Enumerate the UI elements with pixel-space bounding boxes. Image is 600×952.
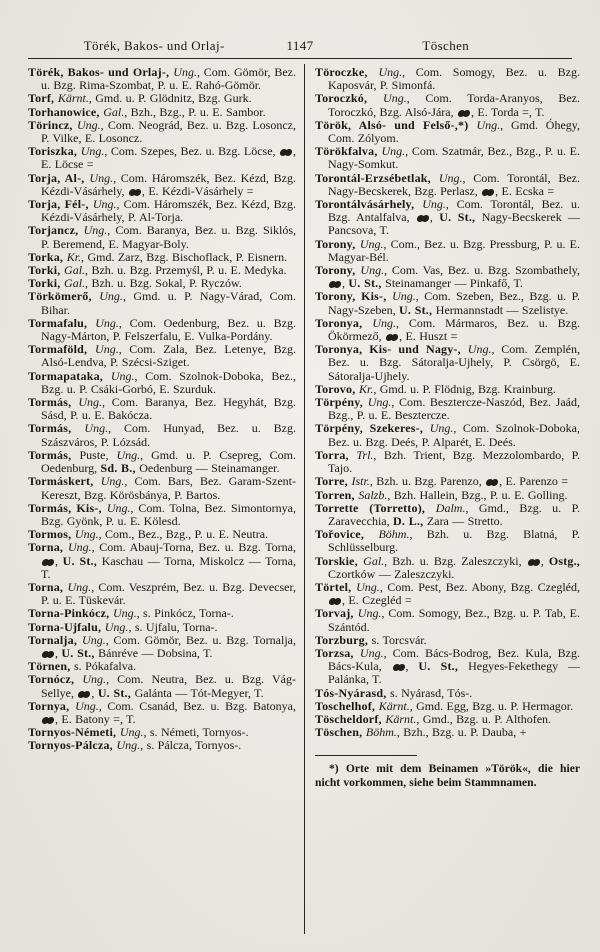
- entry-headword: Torna-Pinkócz,: [28, 606, 113, 621]
- region-abbrev: Ung.: [476, 117, 501, 132]
- entry-text: , Bzh. u. Bzg. Parenzo,: [369, 474, 486, 489]
- entry-text: , Com. Bács-Bodrog, Bez. Kula, Bzg. Bács-Kula,: [328, 645, 580, 674]
- entry-text: , Com. Háromszék, Bez. Kézd, Bzg. Kézdi-Vásárhely,: [41, 170, 296, 198]
- gazetteer-entry: [315, 317, 580, 343]
- telegraph-icon: [42, 651, 54, 658]
- entry-text: , Com. Torontál, Bez. Nagy-Becskerek, Bzg. Perlasz,: [328, 170, 581, 198]
- left-column: [28, 64, 304, 753]
- entry-text: ,: [55, 645, 62, 660]
- gazetteer-entry: [28, 673, 296, 699]
- region-abbrev: Ung.: [84, 421, 109, 436]
- entry-headword: Torja, Fél-,: [28, 197, 93, 212]
- entry-text: , Gmd. u. P. Flödnig, Bzg. Krainburg.: [373, 381, 556, 396]
- region-abbrev: Ung.: [357, 606, 382, 621]
- entry-headword: Torontál-Erzsébetlak,: [315, 170, 439, 185]
- region-abbrev: Ung.: [92, 197, 117, 212]
- region-abbrev: Ung.: [438, 170, 463, 185]
- entry-text: , Bzh. Trient, Bzg. Mezzolombardo, P. Tajo.: [328, 447, 580, 476]
- gazetteer-entry: [28, 224, 296, 250]
- entry-text: Bánréve — Dobsina, T.: [98, 645, 213, 660]
- region-abbrev: Ung.: [116, 738, 141, 753]
- region-abbrev: Ung.: [359, 645, 384, 660]
- gazetteer-entry: [315, 502, 580, 528]
- entry-headword: Torhanowice,: [28, 104, 104, 119]
- entry-headword: Torki,: [28, 263, 65, 278]
- entry-text: , E. Parenzo =: [499, 474, 569, 489]
- running-head: [30, 38, 570, 54]
- page-number: 1147: [286, 38, 314, 53]
- entry-text: , Com. Neográd, Bez. u. Bzg. Losoncz, P. Vilke, E. Losoncz.: [41, 117, 296, 146]
- gazetteer-entry: [28, 502, 296, 528]
- entry-text: , Com., Bez. u. Bzg. Pressburg, P. u. E. Magyar-Bél.: [328, 236, 580, 264]
- entry-text: ,: [342, 276, 349, 291]
- entry-text: , s. Ujfalu, Torna-.: [128, 619, 218, 634]
- region-abbrev: Ung.: [99, 289, 123, 304]
- entry-text: , Bzh. u. Bzg. Blatná, P. Schlüsselburg.: [328, 527, 581, 555]
- entry-headword: Torka,: [28, 249, 67, 264]
- region-abbrev: Ung.: [360, 263, 385, 278]
- entry-headword: Toriszka,: [28, 144, 81, 159]
- entry-text: , Com. Bars, Bez. Garam-Szent-Kereszt, Bzg. Körösbánya, P. Bartos.: [41, 474, 296, 502]
- entry-text: , Gmd. Egg, Bzg. u. P. Hermagor.: [409, 698, 574, 713]
- entry-headword: Toronya,: [315, 315, 373, 330]
- entry-headword: Torovo,: [315, 381, 360, 396]
- entry-text: ,: [429, 210, 440, 225]
- telegraph-icon: [42, 559, 54, 566]
- gazetteer-entry: [315, 396, 580, 422]
- two-column-body: [28, 64, 580, 934]
- gazetteer-entry: [28, 739, 296, 752]
- region-abbrev: Ung.: [383, 91, 407, 106]
- gazetteer-entry: [28, 475, 296, 501]
- entry-headword: Torja, Al-,: [28, 170, 90, 185]
- entry-headword: Tormapataka,: [28, 368, 111, 383]
- gazetteer-entry: [315, 290, 580, 316]
- telegraph-icon: [393, 664, 405, 671]
- entry-headword: Torzsa,: [315, 645, 360, 660]
- telegraph-icon: [78, 691, 90, 698]
- telegraph-icon: [280, 149, 292, 156]
- entry-text: , Com., Bez., Bzg., P. u. E. Neutra.: [98, 527, 269, 542]
- entry-text: , s. Németi, Tornyos-.: [143, 725, 249, 740]
- gazetteer-entry: [28, 343, 296, 369]
- entry-text: , Com. Pest, Bez. Abony, Bzg. Czegléd,: [379, 579, 580, 594]
- region-abbrev: Gal.: [363, 553, 385, 568]
- region-abbrev: Gal.: [103, 104, 125, 119]
- entry-text: Czortków — Zaleszczyki.: [328, 566, 455, 581]
- gazetteer-entry: [315, 528, 580, 554]
- gazetteer-entry: [315, 422, 580, 448]
- entry-text: , E. Ecska =: [495, 183, 555, 198]
- entry-headword: Torony, Kis-,: [315, 289, 393, 304]
- region-abbrev: Böhm.: [378, 527, 410, 542]
- region-abbrev: Kr.: [359, 381, 374, 396]
- running-head-right: Töschen: [422, 38, 470, 53]
- gazetteer-entry: [28, 396, 296, 422]
- region-abbrev: Ung.: [112, 606, 137, 621]
- entry-text: , Bzh. Hallein, Bzg., P. u. E. Golling.: [387, 487, 568, 502]
- region-abbrev: Ung.: [356, 579, 380, 594]
- bold-abbrev: Ostg.,: [548, 553, 581, 568]
- region-abbrev: Ung.: [110, 368, 135, 383]
- region-abbrev: Ung.: [372, 315, 397, 330]
- running-head-left: Törék, Bakos- und Orlaj-: [83, 38, 225, 53]
- entry-text: , Com. Szolnok-Doboka, Bez., Bzg. u. P. Csáki-Gorbó, E. Szurduk.: [41, 368, 296, 396]
- entry-text: s. Torcsvár.: [371, 632, 427, 647]
- region-abbrev: Ung.: [429, 421, 454, 436]
- entry-text: , Com. Besztercze-Naszód, Bez. Jaád, Bzg., P. u. E. Besztercze.: [328, 395, 580, 423]
- entry-headword: Tornyos-Németi,: [28, 725, 120, 740]
- gazetteer-entry: [28, 198, 296, 224]
- telegraph-icon: [486, 479, 498, 486]
- region-abbrev: Salzb.: [358, 487, 388, 502]
- bold-abbrev: U. St.,: [399, 302, 436, 317]
- entry-headword: Törincz,: [28, 117, 77, 132]
- entry-headword: Törkömerő,: [28, 289, 100, 304]
- region-abbrev: Ung.: [80, 144, 105, 159]
- gazetteer-entry: [28, 581, 296, 607]
- region-abbrev: Ung.: [89, 170, 114, 185]
- entry-headword: Tornya,: [28, 698, 76, 713]
- entry-text: Steinamanger — Pinkafő, T.: [385, 276, 523, 291]
- entry-headword: Tormás, Kis-,: [28, 500, 107, 515]
- entry-headword: Tormafalu,: [28, 315, 96, 330]
- region-abbrev: Kärnt.: [57, 91, 89, 106]
- entry-text: , Com. Zala, Bez. Letenye, Bzg. Alsó-Lendva, P. Szécsi-Sziget.: [41, 342, 296, 370]
- bold-abbrev: U. St.,: [348, 276, 386, 291]
- entry-headword: Tormáskert,: [28, 474, 101, 489]
- header-rule: [28, 58, 572, 59]
- gazetteer-entry: [315, 66, 580, 92]
- gazetteer-entry: [315, 343, 580, 383]
- entry-text: Hermannstadt — Szelistye.: [435, 302, 569, 317]
- footnote: *) Orte mit dem Beinamen »Török«, die hier nicht vorkommen, siehe beim Stammnamen.: [315, 762, 580, 789]
- entry-headword: Törpény, Szekeres-,: [315, 421, 430, 436]
- entry-headword: Torki,: [28, 276, 65, 291]
- gazetteer-entry: [315, 647, 580, 687]
- right-column: [304, 64, 580, 934]
- telegraph-icon: [482, 189, 494, 196]
- entry-text: Oedenburg — Steinamanger.: [139, 461, 280, 476]
- region-abbrev: Ung.: [381, 144, 406, 159]
- gazetteer-entry: [315, 555, 580, 581]
- entry-text: , E. Kézdi-Vásárhely =: [141, 183, 254, 198]
- region-abbrev: Ung.: [359, 236, 384, 251]
- entry-text: , Com. Szolnok-Doboka, Bez. u. Bzg. Deés, P. Alparét, E. Deés.: [328, 421, 580, 449]
- entry-text: , Bzh. u. Bzg. Sokal, P. Ryczów.: [85, 276, 242, 291]
- entry-text: , Gmd. u. P. Glödnitz, Bzg. Gurk.: [88, 91, 252, 106]
- entry-text: , Com. Gömör, Bez. u. Bzg. Rima-Szombat, P. u. E. Rahó-Gömör.: [41, 65, 297, 93]
- region-abbrev: Trl.: [356, 447, 374, 462]
- region-abbrev: Ung.: [422, 197, 446, 212]
- entry-text: , Com. Háromszék, Bez. Kézd, Bzg. Kézdi-Vásárhely, P. Al-Torja.: [41, 197, 296, 225]
- entry-headword: Töroczke,: [315, 65, 379, 79]
- region-abbrev: Ung.: [83, 223, 108, 238]
- entry-text: , Gmd. u. P. Nagy-Várad, Com. Bihar.: [41, 289, 296, 317]
- entry-text: ,: [91, 685, 98, 700]
- region-abbrev: Istr.: [351, 474, 370, 489]
- telegraph-icon: [129, 189, 141, 196]
- entry-text: , Gmd. Zarz, Bzg. Bischoflack, P. Eisnern.: [81, 249, 288, 264]
- entry-headword: Torna,: [28, 579, 68, 594]
- entry-headword: Torrette (Torretto),: [315, 500, 436, 515]
- entry-text: , Com. Vas, Bez. u. Bzg. Szombathely,: [384, 263, 581, 278]
- region-abbrev: Ung.: [119, 725, 144, 740]
- region-abbrev: Kärnt.: [378, 698, 410, 713]
- entry-text: , Gmd. u. P. Csepreg, Com. Oedenburg,: [41, 447, 296, 476]
- gazetteer-entry: [28, 66, 296, 92]
- region-abbrev: Böhm.: [365, 725, 397, 740]
- entry-text: , Com. Szepes, Bez. u. Bzg. Löcse,: [104, 144, 279, 159]
- gazetteer-entry: [28, 370, 296, 396]
- entry-text: , Com. Somogy, Bez., Bzg. u. P. Tab, E. Szántód.: [328, 606, 580, 634]
- telegraph-icon: [42, 717, 54, 724]
- telegraph-icon: [386, 334, 398, 341]
- entry-text: Puste,: [79, 447, 117, 462]
- bold-abbrev: Sd. B.,: [100, 461, 140, 476]
- entry-headword: Törnen,: [28, 659, 75, 674]
- entry-text: Galánta — Tót-Megyer, T.: [134, 685, 264, 700]
- entry-text: , Bzh. u. Bzg. Przemyśl, P. u. E. Medyka.: [85, 263, 287, 278]
- entry-text: , Com. Tolna, Bez. Simontornya, Bzg. Gyönk, P. u. E. Kölesd.: [41, 500, 296, 528]
- entry-text: Hegyes-Fekethegy — Palánka, T.: [328, 659, 580, 687]
- entry-headword: Torna,: [28, 540, 68, 555]
- gazetteer-entry: [315, 726, 580, 739]
- entry-text: , Com. Hunyad, Bez. u. Bzg. Szászváros, P. Lózsád.: [41, 421, 296, 449]
- gazetteer-entry: [28, 634, 296, 660]
- gazetteer-entry: [28, 449, 296, 475]
- entry-text: , Com. Baranya, Bez. u. Bzg. Siklós, P. Beremend, E. Magyar-Boly.: [41, 223, 297, 251]
- region-abbrev: Ung.: [82, 632, 106, 647]
- entry-text: , Com. Csanád, Bez. u. Bzg. Batonya,: [98, 698, 297, 713]
- region-abbrev: Ung.: [76, 117, 101, 132]
- gazetteer-entry: [315, 119, 580, 145]
- entry-headword: Torna-Ujfalu,: [28, 619, 105, 634]
- entry-text: , Com. Torontál, Bez. u. Bzg. Antalfalva,: [328, 197, 580, 225]
- entry-text: , Com. Zemplén, Bez. u. Bzg. Sátoralja-Ujhely, P. Csörgö, E. Sátoralja-Ujhely.: [328, 342, 580, 383]
- bold-abbrev: U. St.,: [418, 659, 469, 674]
- gazetteer-entry: [28, 422, 296, 448]
- telegraph-icon: [329, 598, 341, 605]
- region-abbrev: Ung.: [95, 315, 119, 330]
- region-abbrev: Ung.: [106, 500, 131, 515]
- entry-text: ,: [405, 659, 419, 674]
- entry-text: , Bzh. u. Bzg. Zaleszczyki,: [384, 553, 527, 568]
- region-abbrev: Gal.: [64, 263, 86, 278]
- entry-text: , E. Torda =, T.: [471, 104, 545, 119]
- region-abbrev: Ung.: [367, 395, 392, 410]
- footnote-rule: [315, 755, 417, 756]
- entry-headword: Toroczkó,: [315, 91, 384, 106]
- gazetteer-entry: [315, 264, 580, 290]
- entry-text: , Com. Baranya, Bez. Hegyhát, Bzg. Sásd, P. u. E. Bakócza.: [41, 395, 296, 423]
- gazetteer-entry: [315, 449, 580, 475]
- region-abbrev: Ung.: [104, 619, 129, 634]
- gazetteer-entry: [315, 145, 580, 171]
- entry-headword: Tornyos-Pálcza,: [28, 738, 117, 753]
- gazetteer-entry: [28, 145, 296, 171]
- entry-text: , E. Löcse =: [41, 144, 296, 172]
- entry-headword: Torvaj,: [315, 606, 358, 621]
- entry-text: , Com. Torda-Aranyos, Bez. Toroczkó, Bzg. Alsó-Jára,: [328, 91, 580, 119]
- telegraph-icon: [417, 215, 429, 222]
- entry-headword: Torony,: [315, 263, 361, 278]
- entry-headword: Törék, Bakos- und Orlaj-,: [28, 65, 174, 79]
- entry-text: s. Nyárasd, Tós-.: [390, 685, 473, 700]
- region-abbrev: Dalm.: [435, 500, 466, 515]
- region-abbrev: Ung.: [67, 579, 92, 594]
- gazetteer-entry: [315, 172, 580, 198]
- gazetteer-entry: [28, 172, 296, 198]
- gazetteer-entry: [315, 198, 580, 238]
- telegraph-icon: [528, 559, 540, 566]
- region-abbrev: Ung.: [467, 342, 492, 357]
- entry-headword: Töscheldorf,: [315, 711, 386, 726]
- entry-text: Nagy-Becskerek — Pancsova, T.: [328, 210, 580, 238]
- entry-text: , Gmd., Bzg. u. P. Althofen.: [416, 711, 552, 726]
- entry-headword: Torre,: [315, 474, 352, 489]
- region-abbrev: Ung.: [378, 65, 403, 79]
- entry-headword: Torony,: [315, 236, 360, 251]
- entry-headword: Tormaföld,: [28, 342, 96, 357]
- region-abbrev: Ung.: [82, 672, 107, 687]
- region-abbrev: Kärnt.: [385, 711, 417, 726]
- entry-headword: Török, Alsó- und Felső-,*): [315, 117, 477, 132]
- gazetteer-entry: [315, 607, 580, 633]
- entry-text: , s. Pálcza, Tornyos-.: [140, 738, 242, 753]
- entry-text: , E. Batony =, T.: [55, 711, 136, 726]
- entry-text: , E. Czegléd =: [342, 593, 412, 608]
- entry-headword: Torjancz,: [28, 223, 84, 238]
- entry-text: , Bzh., Bzg., P. u. E. Sambor.: [124, 104, 266, 119]
- entry-headword: Tormás,: [28, 395, 79, 410]
- gazetteer-entry: [28, 119, 296, 145]
- region-abbrev: Ung.: [95, 342, 119, 357]
- entry-text: , Com. Gömör, Bez. u. Bzg. Tornalja,: [105, 632, 296, 647]
- gazetteer-entry: [28, 541, 296, 581]
- entry-text: , Com. Somogy, Bez. u. Bzg. Kaposvár, P. Simonfá.: [328, 65, 580, 93]
- entry-headword: Torontálvásárhely,: [315, 197, 423, 212]
- entry-text: ,: [55, 553, 63, 568]
- entry-headword: Tós-Nyárasd,: [315, 685, 391, 700]
- entry-headword: Tormás,: [28, 421, 85, 436]
- entry-text: , Com. Mármaros, Bez. u. Bzg. Ökörmező,: [328, 315, 580, 344]
- entry-headword: Töschen,: [315, 725, 366, 740]
- gazetteer-entry: [28, 700, 296, 726]
- entry-text: , Gmd. Óhegy, Com. Zólyom.: [328, 117, 580, 146]
- telegraph-icon: [329, 281, 341, 288]
- region-abbrev: Ung.: [392, 289, 416, 304]
- gazetteer-entry: [28, 290, 296, 316]
- entry-headword: Torf,: [28, 91, 58, 106]
- region-abbrev: Ung.: [74, 527, 99, 542]
- telegraph-icon: [458, 110, 470, 117]
- gazetteer-entry: [28, 317, 296, 343]
- entry-text: , Com. Veszprém, Bez. u. Bzg. Devecser, P. u. E. Tüskevár.: [41, 579, 297, 608]
- entry-text: s. Pókafalva.: [74, 659, 137, 674]
- entry-text: , Gmd., Bzg. u. P. Zaravecchia,: [328, 500, 580, 528]
- entry-text: Kaschau — Torna, Miskolcz — Torna, T.: [41, 553, 296, 581]
- entry-headword: Tořovice,: [315, 527, 379, 542]
- entry-headword: Tornócz,: [28, 672, 83, 687]
- entry-text: , E. Huszt =: [399, 329, 458, 344]
- entry-headword: Törpény,: [315, 395, 368, 410]
- entry-headword: Torzburg,: [315, 632, 372, 647]
- entry-headword: Tornalja,: [28, 632, 83, 647]
- entry-text: , s. Pinkócz, Torna-.: [136, 606, 234, 621]
- region-abbrev: Kr.: [66, 249, 82, 264]
- entry-headword: Tormos,: [28, 527, 75, 542]
- entry-text: , Bzh., Bzg. u. P. Dauba, +: [396, 725, 527, 740]
- entry-headword: Torra,: [315, 447, 357, 462]
- entry-text: , Com. Szatmár, Bez., Bzg., P. u. E. Nagy-Somkut.: [328, 144, 580, 172]
- region-abbrev: Ung.: [67, 540, 92, 555]
- gazetteer-entry: [315, 92, 580, 118]
- entry-text: Zara — Stretto.: [426, 513, 503, 528]
- entry-text: , Com. Szeben, Bez., Bzg. u. P. Nagy-Szeben,: [328, 289, 580, 317]
- entry-text: , Com. Oedenburg, Bez. u. Bzg. Nagy-Márton, P. Felszerfalu, E. Vulka-Pordány.: [41, 315, 296, 344]
- region-abbrev: Ung.: [78, 395, 102, 410]
- gazetteer-entry: [315, 238, 580, 264]
- entry-headword: Toronya, Kis- und Nagy-,: [315, 342, 468, 357]
- region-abbrev: Ung.: [116, 447, 141, 462]
- bold-abbrev: U. St.,: [62, 553, 102, 568]
- entry-headword: Toschelhof,: [315, 698, 379, 713]
- entry-headword: Törtel,: [315, 579, 357, 594]
- entry-headword: Torren,: [315, 487, 359, 502]
- region-abbrev: Ung.: [173, 65, 197, 79]
- region-abbrev: Ung.: [75, 698, 99, 713]
- gazetteer-entry: [315, 581, 580, 607]
- entry-text: , Com. Neutra, Bez. u. Bzg. Vág-Sellye,: [41, 672, 296, 700]
- bold-abbrev: U. St.,: [439, 210, 482, 225]
- region-abbrev: Ung.: [100, 474, 125, 489]
- bold-abbrev: U. St.,: [97, 685, 135, 700]
- bold-abbrev: D. L.,: [393, 513, 427, 528]
- entry-headword: Törökfalva,: [315, 144, 382, 159]
- entry-text: , Com. Abauj-Torna, Bez. u. Bzg. Torna,: [91, 540, 297, 555]
- entry-headword: Torskie,: [315, 553, 364, 568]
- bold-abbrev: U. St.,: [61, 645, 99, 660]
- entry-headword: Tormás,: [28, 447, 80, 462]
- region-abbrev: Gal.: [64, 276, 86, 291]
- entry-text: ,: [540, 553, 549, 568]
